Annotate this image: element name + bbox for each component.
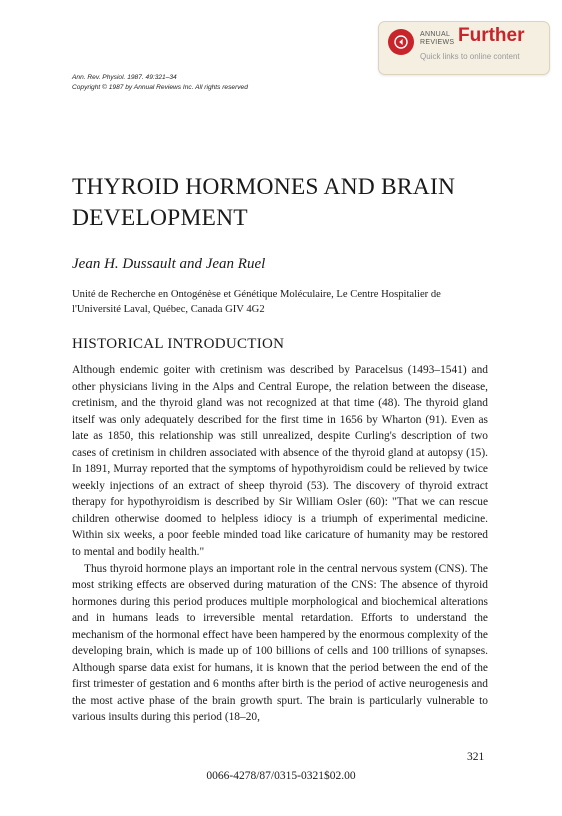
banner-brand: ANNUAL REVIEWS	[420, 31, 455, 46]
section-heading: HISTORICAL INTRODUCTION	[72, 336, 285, 352]
journal-citation	[72, 73, 248, 93]
body-paragraph: Thus thyroid hormone plays an important role in the central nervous system (CNS). The most striking effects are observed during maturation of the CNS: The absence of thyroid hormones during this period produces multiple morphological and biochemical alterations and in humans leads to irreversible mental retardation. Efforts to understand the mechanism of the hormonal effect have been hampered by the enormous complexity of the developing brain, which is made up of 100 billions of cells and 100 trillions of synapses. Although sparse data exist for humans, it is known that the period between the end of the first trimester of gestation and 6 months after birth is the period of active neurogenesis and the most active phase of the brain growth spurt. The brain is particularly vulnerable to various insults during this period (18–20,	[72, 562, 488, 724]
banner-further-link[interactable]: Further	[458, 25, 525, 46]
arrow-left-circle-icon[interactable]	[388, 29, 414, 55]
body-paragraph: Although endemic goiter with cretinism was described by Paracelsus (1493–1541) and other physicians living in the Alps and Central Europe, the relation between the disease, cretinism, and the thyroid gland was not recognized at that time (48). The thyroid gland itself was only adequately described for the first time in 1656 by Wharton (91). Even as late as 1850, this relationship was still unrealized, despite Curling's description of two cases of cretinism in children associated with absence of the thyroid gland at autopsy (15). In 1891, Murray reported that the symptoms of hypothyroidism could be relieved by twice weekly injections of an extract of sheep thyroid (53). The discovery of thyroid extract therapy for hypothyroidism is described by Sir William Osler (60): "That we can rescue children otherwise doomed to helpless idiocy is a triumph of experimental medicine. Within six weeks, a poor feeble minded toad like caricature of humanity may be restored to mental and bodily health."	[72, 364, 488, 559]
citation-line-1: Ann. Rev. Physiol. 1987. 49:321–34	[72, 74, 177, 81]
article-body	[72, 362, 488, 726]
further-banner[interactable]	[378, 21, 550, 75]
arrow-left-glyph	[394, 35, 408, 49]
page-number: 321	[467, 751, 485, 763]
banner-tagline: Quick links to online content	[420, 52, 520, 61]
article-authors: Jean H. Dussault and Jean Ruel	[72, 256, 266, 272]
copyright-line: Copyright © 1987 by Annual Reviews Inc. All rights reserved	[72, 84, 248, 91]
issn-code: 0066-4278/87/0315-0321$02.00	[206, 770, 356, 782]
author-affiliation: Unité de Recherche en Ontogénèse et Génétique Moléculaire, Le Centre Hospitalier de l'Université Laval, Québec, Canada GIV 4G2	[72, 289, 441, 315]
article-title: THYROID HORMONES AND BRAIN DEVELOPMENT	[72, 174, 456, 231]
